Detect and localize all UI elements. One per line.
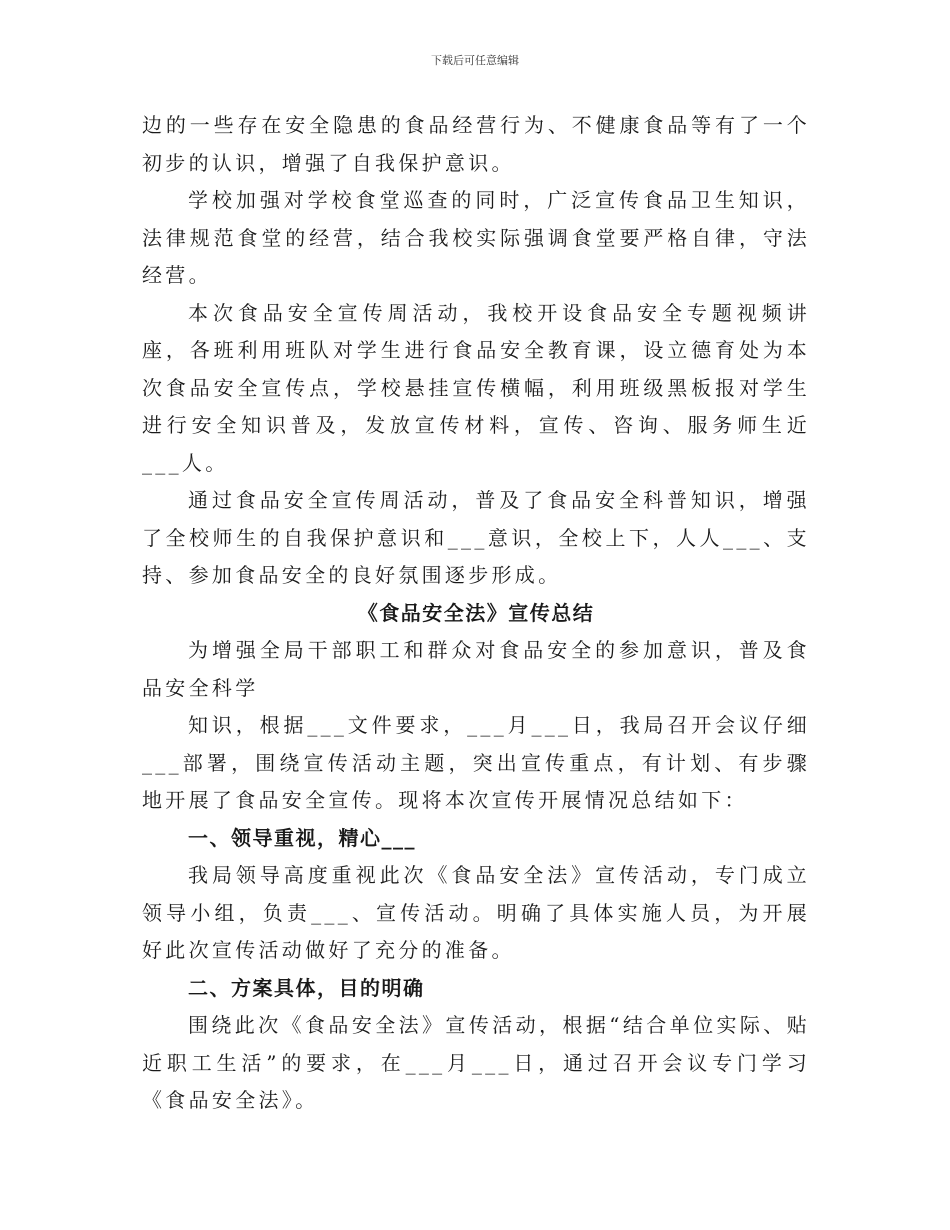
body-paragraph: 学校加强对学校食堂巡查的同时，广泛宣传食品卫生知识，法律规范食堂的经营，结合我校实际强调食堂要严格自律，守法经营。 (142, 188, 810, 287)
subsection-heading: 二、方案具体，目的明确 (188, 975, 425, 1000)
body-paragraph: 知识，根据___文件要求，___月___日，我局召开会议仔细___部署，围绕宣传活动主题，突出宣传重点，有计划、有步骤地开展了食品安全宣传。现将本次宣传开展情况总结如下： (142, 713, 810, 812)
body-paragraph: 为增强全局干部职工和群众对食品安全的参加意识，普及食品安全科学 (142, 638, 810, 700)
body-paragraph: 我局领导高度重视此次《食品安全法》宣传活动，专门成立领导小组，负责___、宣传活动。明确了具体实施人员，为开展好此次宣传活动做好了充分的准备。 (142, 863, 810, 962)
document-body (142, 107, 810, 1120)
page-header-note: 下载后可任意编辑 (431, 54, 519, 67)
subsection-heading: 一、领导重视，精心___ (188, 825, 416, 850)
body-paragraph: 边的一些存在安全隐患的食品经营行为、不健康食品等有了一个初步的认识，增强了自我保护意识。 (142, 113, 810, 175)
section-title: 《食品安全法》宣传总结 (357, 600, 595, 625)
body-paragraph: 通过食品安全宣传周活动，普及了食品安全科普知识，增强了全校师生的自我保护意识和___意识，全校上下，人人___、支持、参加食品安全的良好氛围逐步形成。 (142, 488, 810, 587)
body-paragraph: 围绕此次《食品安全法》宣传活动，根据“结合单位实际、贴近职工生活”的要求，在___月___日，通过召开会议专门学习《食品安全法》。 (142, 1013, 810, 1112)
body-paragraph: 本次食品安全宣传周活动，我校开设食品安全专题视频讲座，各班利用班队对学生进行食品安全教育课，设立德育处为本次食品安全宣传点，学校悬挂宣传横幅，利用班级黑板报对学生进行安全知识普及，发放宣传材料，宣传、咨询、服务师生近___人。 (142, 300, 810, 475)
